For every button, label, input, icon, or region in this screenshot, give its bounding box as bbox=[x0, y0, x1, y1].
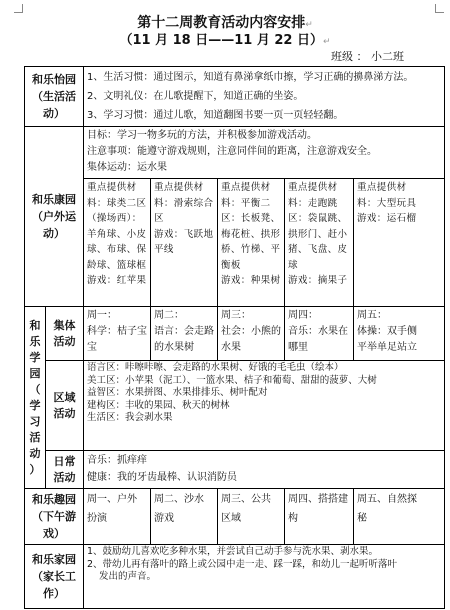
home-activities bbox=[84, 545, 445, 609]
group-activity-mon: 周一： 科学：桔子宝 宝 bbox=[84, 307, 151, 361]
area-item: 建构区：丰收的果园、秋天的树林 bbox=[87, 399, 230, 411]
area-item: 美工区：小苹果（泥工）、一篮水果、桔子和葡萄、甜甜的菠萝、大树 bbox=[87, 374, 377, 386]
daily-item: 音乐：抓痒痒 bbox=[87, 455, 147, 466]
group-activity-thu: 周四： 音乐：水果在 哪里 bbox=[285, 307, 354, 361]
date-range: （11 月 18 日——11 月 22 日）↵ bbox=[119, 33, 331, 48]
class-label: 班级 ： 小二班 bbox=[331, 50, 404, 63]
life-section-label: 和乐怡园 （生活活 动） bbox=[25, 67, 84, 127]
home-item: 1、鼓励幼儿喜欢吃多种水果，并尝试自己动手参与洗水果、剥水果。 bbox=[87, 546, 379, 557]
play-thu: 周四、搭搭建 构 bbox=[285, 489, 354, 545]
home-item: 发出的声音。 bbox=[99, 571, 157, 582]
outdoor-materials-area-1: 重点提供材 料：球类二区 （操场西）： 羊角球、小皮 球、布球、保 龄球、篮球框 游戏：红苹果 bbox=[84, 179, 151, 307]
play-wed: 周三、公共 区域 bbox=[218, 489, 285, 545]
group-activity-label: 集体 活动 bbox=[46, 307, 84, 361]
study-group-row bbox=[25, 307, 445, 361]
group-activity-tue: 周二： 语言：会走路 的水果树 bbox=[151, 307, 218, 361]
outdoor-materials-area-2: 重点提供材 料：滑索综合 区 游戏：飞跃地 平线 bbox=[151, 179, 218, 307]
play-tue: 周二、沙水 游戏 bbox=[151, 489, 218, 545]
home-section-label: 和乐家园 （家长工 作） bbox=[25, 545, 84, 609]
outdoor-note: 注意事项：能遵守游戏规则，注意同伴间的距离，注意游戏安全。 bbox=[87, 146, 377, 157]
study-daily-row bbox=[25, 451, 445, 489]
home-item: 2、带幼儿再有落叶的路上或公园中走一走、踩一踩，和幼儿一起听听落叶 bbox=[87, 558, 398, 570]
play-mon: 周一、户外 扮演 bbox=[84, 489, 151, 545]
outdoor-section-label: 和乐康园 （户外运 动） bbox=[25, 127, 84, 307]
outdoor-section bbox=[25, 127, 445, 179]
paragraph-mark-icon: ↵ bbox=[322, 37, 331, 47]
daily-activity-list bbox=[84, 451, 445, 489]
study-area-row bbox=[25, 361, 445, 451]
play-fri: 周五、自然探 秘 bbox=[354, 489, 445, 545]
daily-item: 健康：我的牙齿最棒、认识消防员 bbox=[87, 472, 237, 483]
area-activity-label: 区域 活动 bbox=[46, 361, 84, 451]
outdoor-materials-area-4: 重点提供材 料：走跑跳 区：袋鼠跳、 拱形门、赶小 猪、飞盘、皮 球 游戏：摘果子 bbox=[285, 179, 354, 307]
paragraph-mark-icon: ↵ bbox=[305, 20, 313, 30]
life-activities bbox=[84, 67, 445, 127]
area-activity-list bbox=[84, 361, 445, 451]
outdoor-materials-area-3: 重点提供材 料：平衡二 区：长板凳、 梅花桩、拱形 桥、竹梯、平 衡板 游戏：种果树 bbox=[218, 179, 285, 307]
crop-mark-top-right bbox=[435, 4, 444, 13]
area-item: 语言区：咔嚓咔嚓、会走路的水果树、好饿的毛毛虫（绘本） bbox=[87, 362, 344, 373]
life-section bbox=[25, 67, 445, 127]
group-activity-fri: 周五： 体操：双手侧 平举单足站立 bbox=[354, 307, 445, 361]
play-section bbox=[25, 489, 445, 545]
play-section-label: 和乐趣园 （下午游 戏） bbox=[25, 489, 84, 545]
document-title: 第十二周教育活动内容安排↵ bbox=[137, 15, 313, 31]
life-item: 3、学习习惯：通过儿歌，知道翻图书要一页一页轻轻翻。 bbox=[87, 110, 344, 121]
group-activity-wed: 周三： 社会：小熊的 水果 bbox=[218, 307, 285, 361]
home-section bbox=[25, 545, 445, 609]
schedule-table bbox=[24, 66, 445, 609]
outdoor-intro bbox=[84, 127, 445, 179]
area-item: 生活区：我会剥水果 bbox=[87, 412, 173, 423]
outdoor-materials-row bbox=[25, 179, 445, 307]
daily-activity-label: 日常 活动 bbox=[46, 451, 84, 489]
outdoor-materials-area-5: 重点提供材 料：大型玩具 游戏：运石榴 bbox=[354, 179, 445, 307]
outdoor-goal: 目标：学习一物多玩的方法，并积极参加游戏活动。 bbox=[87, 130, 317, 141]
area-item: 益智区：水果拼图、水果排排乐、树叶配对 bbox=[87, 387, 268, 398]
life-item: 2、文明礼仪：在儿歌提醒下，知道正确的坐姿。 bbox=[87, 91, 304, 102]
crop-mark-top-left bbox=[14, 4, 23, 13]
life-item: 1、生活习惯：通过图示，知道有鼻涕拿纸巾擦，学习正确的擤鼻涕方法。 bbox=[87, 72, 414, 83]
study-section-label: 和 乐 学 园 （ 学 习 活 动 ） bbox=[25, 307, 46, 489]
outdoor-group-game: 集体运动：运水果 bbox=[87, 162, 167, 173]
